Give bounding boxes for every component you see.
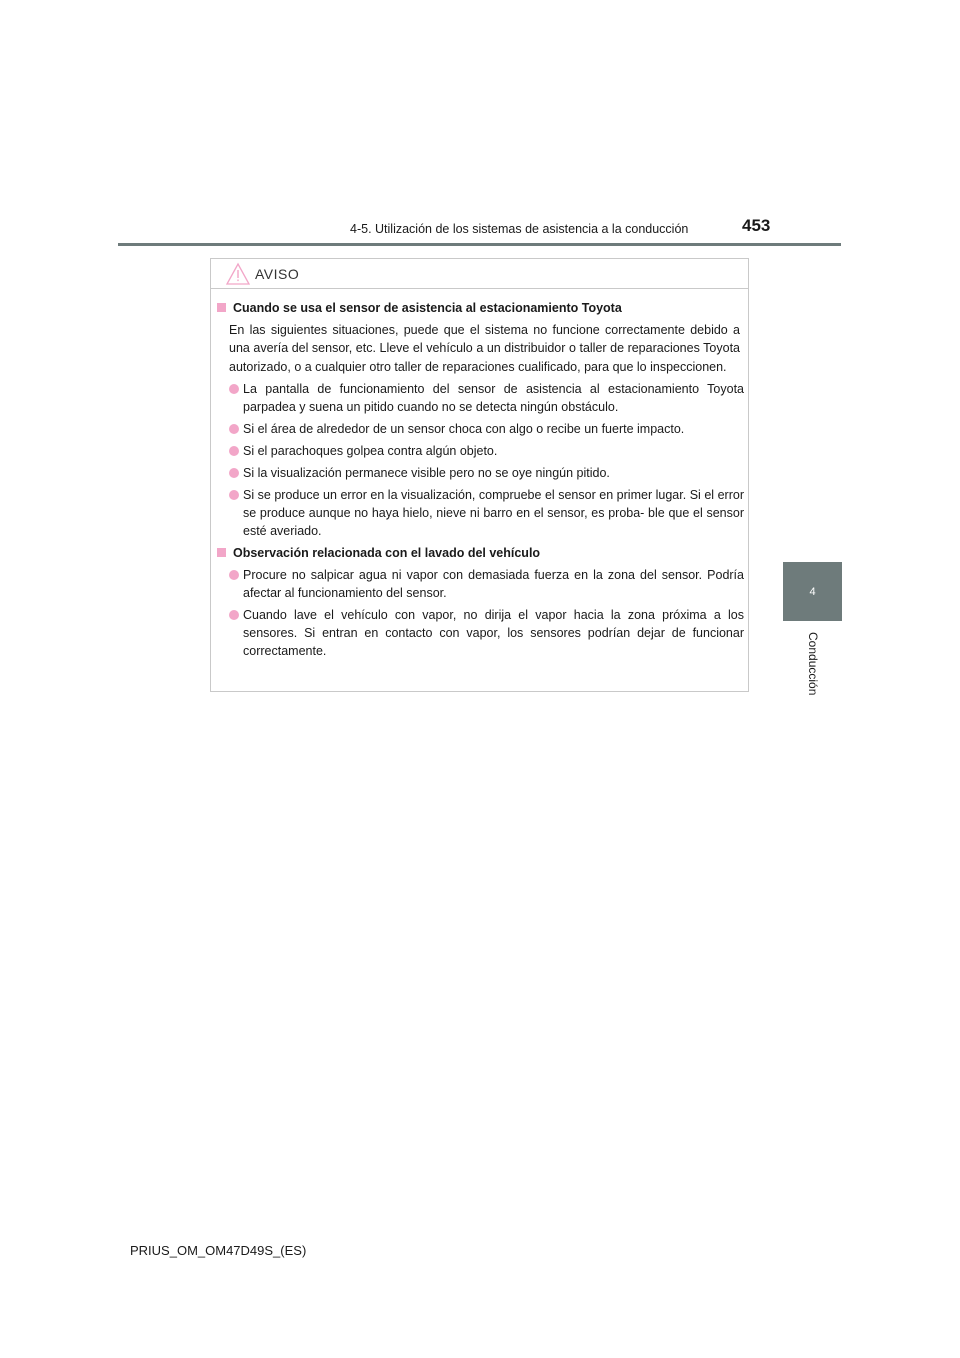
chapter-tab[interactable] bbox=[783, 562, 842, 621]
section-washing bbox=[211, 544, 750, 660]
warning-header bbox=[211, 259, 748, 289]
warning-box bbox=[210, 258, 749, 692]
warning-title: AVISO bbox=[255, 265, 300, 282]
circle-bullet-icon bbox=[229, 384, 239, 394]
circle-bullet-icon bbox=[229, 424, 239, 434]
circle-bullet-icon bbox=[229, 490, 239, 500]
section-parking-sensor bbox=[211, 299, 750, 540]
section-title: 4-5. Utilización de los sistemas de asistencia a la conducción bbox=[350, 222, 689, 236]
circle-bullet-icon bbox=[229, 570, 239, 580]
chapter-label: Conducción bbox=[806, 632, 820, 696]
section-paragraph: En las siguientes situaciones, puede que el sistema no funcione correctamente debido a una avería del sensor, etc. Lleve el vehículo a un distribuidor o taller de reparaciones Toyota autorizado, o a cualquier otro taller de reparaciones cualificado, para que lo inspeccionen. bbox=[229, 323, 740, 374]
list-item: Si el parachoques golpea contra algún objeto. bbox=[229, 442, 744, 460]
list-item: Si el área de alrededor de un sensor choca con algo o recibe un fuerte impacto. bbox=[229, 420, 744, 438]
circle-bullet-icon bbox=[229, 610, 239, 620]
page-number: 453 bbox=[742, 216, 771, 235]
document-code: PRIUS_OM_OM47D49S_(ES) bbox=[130, 1243, 307, 1258]
circle-bullet-icon bbox=[229, 446, 239, 456]
list-item: La pantalla de funcionamiento del sensor de asistencia al estacionamiento Toyota parpadea y suena un pitido cuando no se detecta ningún obstáculo. bbox=[229, 380, 744, 416]
warning-triangle-icon bbox=[225, 262, 251, 286]
square-bullet-icon bbox=[217, 548, 226, 557]
chapter-number: 4 bbox=[809, 585, 816, 598]
warning-content bbox=[211, 299, 750, 660]
list-item: Si la visualización permanece visible pero no se oye ningún pitido. bbox=[229, 464, 744, 482]
circle-bullet-icon bbox=[229, 468, 239, 478]
square-bullet-icon bbox=[217, 303, 226, 312]
list-item: Procure no salpicar agua ni vapor con demasiada fuerza en la zona del sensor. Podría afectar al funcionamiento del sensor. bbox=[229, 566, 744, 602]
section-heading: Cuando se usa el sensor de asistencia al estacionamiento Toyota bbox=[215, 299, 750, 317]
list-item: Cuando lave el vehículo con vapor, no dirija el vapor hacia la zona próxima a los sensores. Si entran en contacto con vapor, los sensores podrían dejar de funcionar correctamente. bbox=[229, 606, 744, 660]
section-heading: Observación relacionada con el lavado del vehículo bbox=[215, 544, 750, 562]
header-divider bbox=[118, 243, 841, 246]
list-item: Si se produce un error en la visualización, compruebe el sensor en primer lugar. Si el error se produce aunque no haya hielo, nieve ni barro en el sensor, es proba- ble que el sensor esté averiado. bbox=[229, 486, 744, 540]
